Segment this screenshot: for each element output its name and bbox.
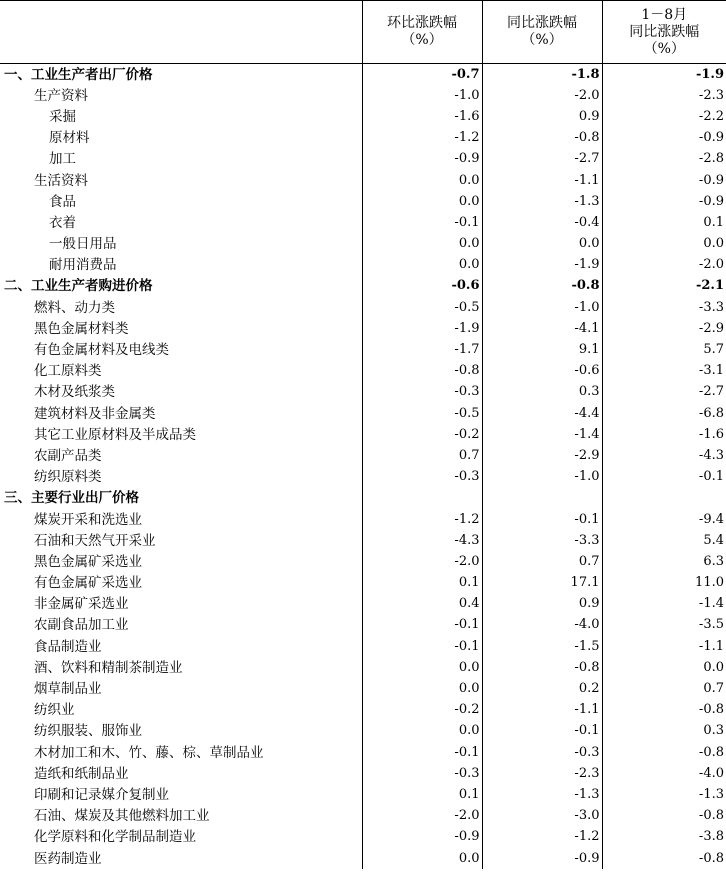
ytd-value: 5.7: [602, 339, 726, 360]
row-label: 黑色金属材料类: [34, 320, 129, 337]
row-label: 采掘: [49, 108, 76, 125]
yoy-value: -0.8: [482, 276, 602, 297]
ytd-value: -2.9: [602, 318, 726, 339]
yoy-value: -0.9: [482, 848, 602, 869]
mom-value: -0.3: [362, 763, 482, 784]
header-ytd-period: 1－8月: [641, 6, 688, 23]
mom-value: -1.6: [362, 106, 482, 127]
yoy-value: -1.9: [482, 255, 602, 276]
row-label: 加工: [49, 151, 76, 168]
row-label: 食品制造业: [34, 638, 102, 655]
row-label: 纺织原料类: [34, 469, 102, 486]
mom-value: 0.1: [362, 784, 482, 805]
mom-value: 0.0: [362, 721, 482, 742]
mom-value: -2.0: [362, 806, 482, 827]
mom-value: 0.0: [362, 678, 482, 699]
yoy-value: 0.7: [482, 551, 602, 572]
header-yoy-unit: （%）: [521, 32, 563, 48]
ytd-value: -0.9: [602, 128, 726, 149]
yoy-value: -2.0: [482, 85, 602, 106]
row-label: 非金属矿采选业: [34, 596, 129, 613]
table-row: [0, 827, 726, 848]
row-label: 煤炭开采和洗选业: [34, 511, 142, 528]
table-row: [0, 594, 726, 615]
table-row: [0, 678, 726, 699]
ytd-value: -9.4: [602, 509, 726, 530]
mom-value: 0.0: [362, 191, 482, 212]
header-ytd-title: 同比涨跌幅: [629, 23, 700, 40]
table-row: [0, 615, 726, 636]
row-label: 化学原料和化学制品制造业: [34, 829, 196, 846]
yoy-value: -0.6: [482, 361, 602, 382]
row-label: 纺织业: [34, 702, 75, 719]
table-row: [0, 700, 726, 721]
row-label: 化工原料类: [34, 363, 102, 380]
ytd-value: -6.8: [602, 403, 726, 424]
yoy-value: -1.3: [482, 191, 602, 212]
row-label: 纺织服装、服饰业: [34, 723, 142, 740]
table-row: [0, 657, 726, 678]
header-blank-cell: [0, 1, 362, 64]
table-row: [0, 784, 726, 805]
row-label: 农副产品类: [34, 447, 102, 464]
ytd-value: 0.7: [602, 678, 726, 699]
ytd-value: 11.0: [602, 573, 726, 594]
mom-value: [362, 488, 482, 509]
ytd-value: -2.2: [602, 106, 726, 127]
yoy-value: -0.8: [482, 657, 602, 678]
table-row: [0, 64, 726, 86]
ytd-value: -1.6: [602, 424, 726, 445]
yoy-value: 0.2: [482, 678, 602, 699]
mom-value: -0.6: [362, 276, 482, 297]
row-label: 烟草制品业: [34, 681, 102, 698]
yoy-value: -1.3: [482, 784, 602, 805]
row-label: 农副食品加工业: [34, 617, 129, 634]
yoy-value: 17.1: [482, 573, 602, 594]
mom-value: -0.2: [362, 424, 482, 445]
table-row: [0, 191, 726, 212]
ytd-value: 0.1: [602, 212, 726, 233]
yoy-value: 9.1: [482, 339, 602, 360]
mom-value: -0.7: [362, 64, 482, 86]
ytd-value: 0.3: [602, 721, 726, 742]
mom-value: -0.9: [362, 827, 482, 848]
mom-value: -1.0: [362, 85, 482, 106]
table-row: [0, 403, 726, 424]
ytd-value: -2.1: [602, 276, 726, 297]
ytd-value: -2.8: [602, 149, 726, 170]
row-label: 一、工业生产者出厂价格: [4, 66, 153, 83]
ytd-value: -0.1: [602, 467, 726, 488]
mom-value: 0.0: [362, 255, 482, 276]
mom-value: -0.1: [362, 742, 482, 763]
row-label: 黑色金属矿采选业: [34, 553, 142, 570]
table-row: [0, 361, 726, 382]
row-label: 其它工业原材料及半成品类: [34, 426, 196, 443]
header-ytd-unit: （%）: [643, 40, 685, 57]
ytd-value: -0.8: [602, 848, 726, 869]
table-row: [0, 445, 726, 466]
ytd-value: -0.8: [602, 806, 726, 827]
row-label: 石油和天然气开采业: [34, 532, 156, 549]
ytd-value: -1.4: [602, 594, 726, 615]
table-row: [0, 742, 726, 763]
row-label: 建筑材料及非金属类: [34, 405, 156, 422]
table-row: [0, 297, 726, 318]
header-yoy: [482, 1, 602, 64]
row-label: 印刷和记录媒介复制业: [34, 786, 169, 803]
ytd-value: -0.9: [602, 191, 726, 212]
table-row: [0, 848, 726, 869]
table-row: [0, 106, 726, 127]
mom-value: 0.4: [362, 594, 482, 615]
row-label: 衣着: [49, 214, 76, 231]
yoy-value: -1.0: [482, 297, 602, 318]
yoy-value: -1.0: [482, 467, 602, 488]
yoy-value: 0.9: [482, 594, 602, 615]
ytd-value: -2.0: [602, 255, 726, 276]
table-body: [0, 64, 726, 870]
row-label: 石油、煤炭及其他燃料加工业: [34, 808, 210, 825]
yoy-value: 0.9: [482, 106, 602, 127]
ytd-value: [602, 488, 726, 509]
mom-value: 0.1: [362, 573, 482, 594]
table-row: [0, 128, 726, 149]
table-row: [0, 509, 726, 530]
yoy-value: -1.2: [482, 827, 602, 848]
yoy-value: 0.0: [482, 234, 602, 255]
row-label: 原材料: [49, 130, 90, 147]
ytd-value: -0.8: [602, 742, 726, 763]
table-row: [0, 255, 726, 276]
row-label: 造纸和纸制品业: [34, 765, 129, 782]
ytd-value: 0.0: [602, 657, 726, 678]
table-row: [0, 339, 726, 360]
yoy-value: [482, 488, 602, 509]
row-label: 燃料、动力类: [34, 299, 115, 316]
yoy-value: -3.3: [482, 530, 602, 551]
yoy-value: -2.9: [482, 445, 602, 466]
ytd-value: 6.3: [602, 551, 726, 572]
mom-value: 0.0: [362, 234, 482, 255]
yoy-value: -2.7: [482, 149, 602, 170]
ytd-value: -3.1: [602, 361, 726, 382]
mom-value: -1.9: [362, 318, 482, 339]
yoy-value: -0.1: [482, 721, 602, 742]
header-yoy-title: 同比涨跌幅: [507, 15, 577, 31]
ytd-value: -4.3: [602, 445, 726, 466]
row-label: 食品: [49, 193, 76, 210]
table-row: [0, 234, 726, 255]
table-row: [0, 149, 726, 170]
header-ytd: [602, 1, 726, 64]
yoy-value: -0.8: [482, 128, 602, 149]
mom-value: -0.5: [362, 297, 482, 318]
ytd-value: -2.7: [602, 382, 726, 403]
table-row: [0, 212, 726, 233]
yoy-value: -3.0: [482, 806, 602, 827]
mom-value: -0.8: [362, 361, 482, 382]
table-row: [0, 806, 726, 827]
header-mom-title: 环比涨跌幅: [387, 15, 457, 31]
table-row: [0, 573, 726, 594]
ytd-value: -3.3: [602, 297, 726, 318]
ytd-value: -3.5: [602, 615, 726, 636]
mom-value: -0.3: [362, 467, 482, 488]
row-label: 木材加工和木、竹、藤、棕、草制品业: [34, 744, 264, 761]
mom-value: -0.2: [362, 700, 482, 721]
ytd-value: 0.0: [602, 234, 726, 255]
row-label: 有色金属矿采选业: [34, 575, 142, 592]
mom-value: 0.0: [362, 170, 482, 191]
row-label: 二、工业生产者购进价格: [4, 278, 153, 295]
mom-value: -1.2: [362, 128, 482, 149]
row-label: 生产资料: [34, 87, 88, 104]
row-label: 耐用消费品: [49, 257, 117, 274]
yoy-value: -1.4: [482, 424, 602, 445]
yoy-value: -2.3: [482, 763, 602, 784]
yoy-value: 0.3: [482, 382, 602, 403]
row-label: 一般日用品: [49, 236, 117, 253]
ytd-value: -0.8: [602, 700, 726, 721]
mom-value: -1.7: [362, 339, 482, 360]
row-label: 酒、饮料和精制茶制造业: [34, 659, 183, 676]
yoy-value: -1.1: [482, 170, 602, 191]
table-row: [0, 551, 726, 572]
mom-value: -0.9: [362, 149, 482, 170]
mom-value: 0.0: [362, 848, 482, 869]
table-row: [0, 85, 726, 106]
yoy-value: -4.0: [482, 615, 602, 636]
table-row: [0, 276, 726, 297]
ytd-value: -1.3: [602, 784, 726, 805]
table-row: [0, 488, 726, 509]
yoy-value: -1.1: [482, 700, 602, 721]
table-row: [0, 467, 726, 488]
yoy-value: -0.4: [482, 212, 602, 233]
mom-value: -0.1: [362, 636, 482, 657]
yoy-value: -4.1: [482, 318, 602, 339]
mom-value: -4.3: [362, 530, 482, 551]
mom-value: -0.3: [362, 382, 482, 403]
yoy-value: -1.8: [482, 64, 602, 86]
header-mom-unit: （%）: [401, 32, 443, 48]
mom-value: -0.5: [362, 403, 482, 424]
table-row: [0, 636, 726, 657]
row-label: 木材及纸浆类: [34, 384, 115, 401]
ytd-value: -3.8: [602, 827, 726, 848]
mom-value: -1.2: [362, 509, 482, 530]
header-mom: [362, 1, 482, 64]
yoy-value: -4.4: [482, 403, 602, 424]
mom-value: -2.0: [362, 551, 482, 572]
ytd-value: -0.9: [602, 170, 726, 191]
mom-value: 0.0: [362, 657, 482, 678]
row-label: 三、主要行业出厂价格: [4, 490, 139, 507]
yoy-value: -0.1: [482, 509, 602, 530]
ytd-value: -1.1: [602, 636, 726, 657]
table-header-row: [0, 1, 726, 64]
ytd-value: -4.0: [602, 763, 726, 784]
ytd-value: -2.3: [602, 85, 726, 106]
table-row: [0, 530, 726, 551]
table-row: [0, 763, 726, 784]
table-row: [0, 424, 726, 445]
ytd-value: 5.4: [602, 530, 726, 551]
table-row: [0, 382, 726, 403]
yoy-value: -1.5: [482, 636, 602, 657]
table-row: [0, 721, 726, 742]
mom-value: -0.1: [362, 615, 482, 636]
table-row: [0, 170, 726, 191]
yoy-value: -0.3: [482, 742, 602, 763]
row-label: 生活资料: [34, 172, 88, 189]
table-row: [0, 318, 726, 339]
row-label: 医药制造业: [34, 850, 102, 867]
mom-value: -0.1: [362, 212, 482, 233]
mom-value: 0.7: [362, 445, 482, 466]
row-label: 有色金属材料及电线类: [34, 342, 169, 359]
ytd-value: -1.9: [602, 64, 726, 86]
